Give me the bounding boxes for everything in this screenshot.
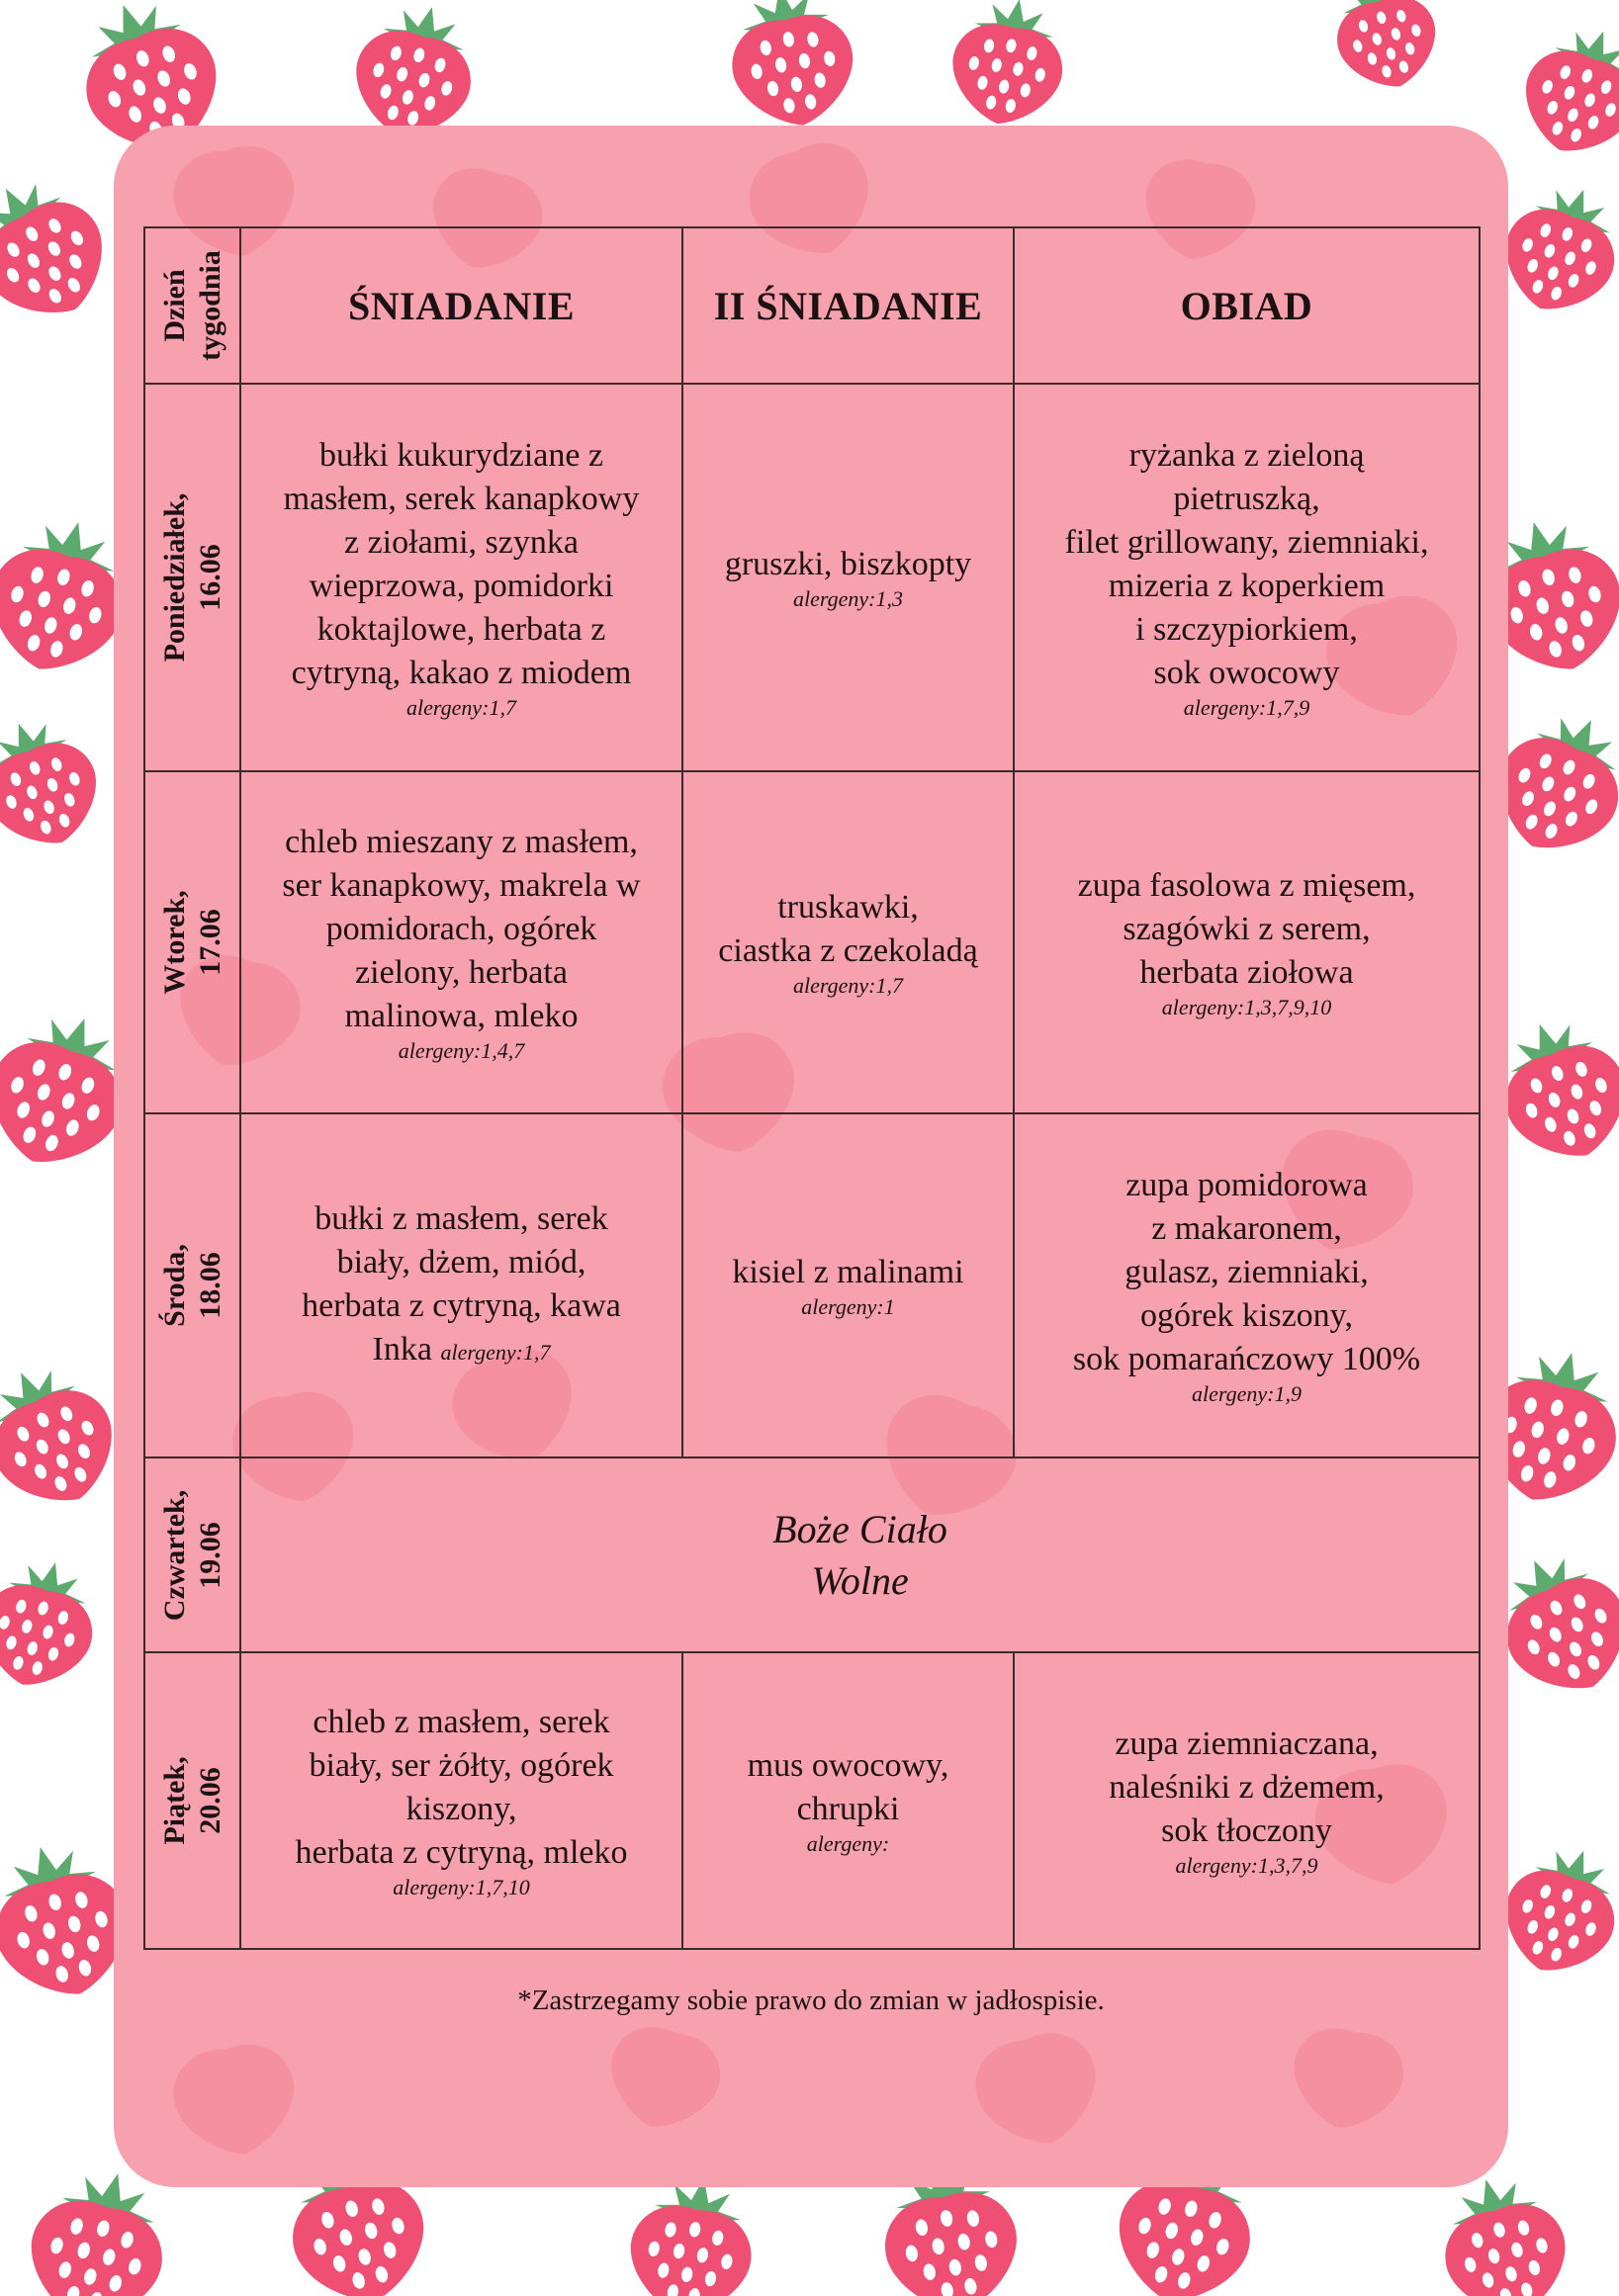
day-cell: Środa, 18.06 [144,1113,240,1457]
strawberry-icon [944,0,1074,133]
day-cell: Wtorek, 17.06 [144,771,240,1113]
allergens-label: alergeny:1,7,9 [1183,695,1310,720]
allergens-label: alergeny:1,7,10 [393,1875,530,1899]
breakfast-cell: bułki kukurydziane z masłem, serek kanapkowy z ziołami, szynka wieprzowa, pomidorki koktajlowe, herbata z cytryną, kakao z miodem alergeny:1,7 [240,384,682,771]
day-cell: Piątek, 20.06 [144,1652,240,1949]
header-row [144,227,1480,384]
day-cell: Poniedziałek, 16.06 [144,384,240,771]
allergens-label: alergeny:1 [801,1294,895,1319]
second-breakfast-column-header: II ŚNIADANIE [682,227,1014,384]
second-breakfast-cell: gruszki, biszkopty alergeny:1,3 [682,384,1014,771]
breakfast-cell: bułki z masłem, serek biały, dżem, miód, herbata z cytryną, kawa Inka alergeny:1,7 [240,1113,682,1457]
allergens-label: alergeny:1,4,7 [398,1038,525,1063]
second-breakfast-cell: truskawki, ciastka z czekoladą alergeny:1,7 [682,771,1014,1113]
table-row-friday [144,1652,1480,1949]
table-row-thursday [144,1457,1480,1652]
breakfast-column-header: ŚNIADANIE [240,227,682,384]
allergens-label: alergeny:1,7 [793,973,903,998]
menu-table [143,226,1481,1950]
table-row-monday [144,384,1480,771]
lunch-cell: zupa ziemniaczana, naleśniki z dżemem, sok tłoczony alergeny:1,3,7,9 [1014,1652,1480,1949]
strawberry-icon [0,705,114,861]
second-breakfast-cell: mus owocowy, chrupki alergeny: [682,1652,1014,1949]
strawberry-icon [720,0,863,135]
allergens-label: alergeny: [806,1831,890,1856]
breakfast-cell: chleb z masłem, serek biały, ser żółty, ogórek kiszony, herbata z cytryną, mleko alergeny:1,7,10 [240,1652,682,1949]
allergens-label: alergeny:1,7 [406,695,516,720]
strawberry-icon [0,158,128,339]
allergens-label: alergeny:1,3 [793,586,903,611]
strawberry-icon [0,1548,109,1699]
allergens-label: alergeny:1,9 [1192,1381,1302,1406]
day-cell: Czwartek, 19.06 [144,1457,240,1652]
allergens-label: alergeny:1,7 [440,1339,551,1365]
lunch-cell: zupa pomidorowa z makaronem, gulasz, ziemniaki, ogórek kiszony, sok pomarańczowy 100% alergeny:1,9 [1014,1113,1480,1457]
menu-card [114,126,1508,2187]
table-row-tuesday [144,771,1480,1113]
breakfast-cell: chleb mieszany z masłem, ser kanapkowy, makrela w pomidorach, ogórek zielony, herbata malinowa, mleko alergeny:1,4,7 [240,771,682,1113]
holiday-cell: Boże Ciało Wolne [240,1457,1480,1652]
second-breakfast-cell: kisiel z malinami alergeny:1 [682,1113,1014,1457]
table-row-wednesday [144,1113,1480,1457]
allergens-label: alergeny:1,3,7,9,10 [1161,995,1332,1019]
allergens-label: alergeny:1,3,7,9 [1175,1853,1318,1878]
lunch-column-header: OBIAD [1014,227,1480,384]
day-column-header: Dzień tygodnia [144,227,240,384]
lunch-cell: ryżanka z zieloną pietruszką, filet grillowany, ziemniaki, mizeria z koperkiem i szczypiorkiem, sok owocowy alergeny:1,7,9 [1014,384,1480,771]
lunch-cell: zupa fasolowa z mięsem, szagówki z serem, herbata ziołowa alergeny:1,3,7,9,10 [1014,771,1480,1113]
strawberry-icon [1508,13,1619,169]
footnote: *Zastrzegamy sobie prawo do zmian w jadłospisie. [517,1985,1105,2016]
strawberry-icon [1322,0,1448,99]
